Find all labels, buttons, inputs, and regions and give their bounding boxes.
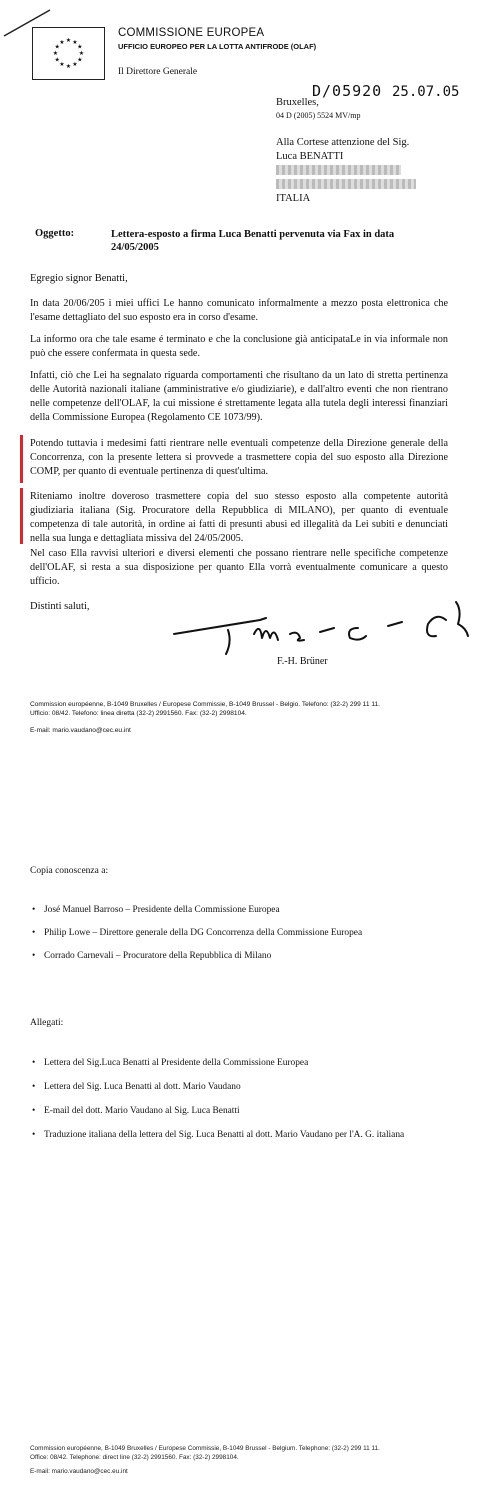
stamp-date: 25.07.05 xyxy=(392,84,460,100)
svg-text:★: ★ xyxy=(65,37,72,44)
reference: 04 D (2005) 5524 MV/mp xyxy=(276,111,361,120)
paragraph-6: Nel caso Ella ravvisi ulteriori e diversi elementi che possano rientrare nelle specifiche competenze dell'OLAF, si resta a sua disposizione per quanto Ella vorrà eventualmente comunicare a questo ufficio. xyxy=(30,548,448,587)
cc-item: • Corrado Carnevali – Procuratore della Repubblica di Milano xyxy=(32,950,452,963)
footer2-address-line-1: Commission européenne, B-1049 Bruxelles / Europese Commissie, B-1049 Brussel - Belgium. Telephone: (32-2) 299 11 11. xyxy=(30,1445,380,1452)
handwritten-signature xyxy=(170,590,475,665)
subject-text: Lettera-esposto a firma Luca Benatti pervenuta via Fax in data 24/05/2005 xyxy=(111,229,395,253)
closing: Distinti saluti, xyxy=(30,601,90,612)
svg-text:★: ★ xyxy=(77,43,83,51)
attachment-item: • Traduzione italiana della lettera del Sig. Luca Benatti al dott. Mario Vaudano per l'A. G. italiana xyxy=(32,1129,452,1142)
signatory-name: F.-H. Brüner xyxy=(277,656,328,667)
paragraph-3: Infatti, ciò che Lei ha segnalato riguarda comportamenti che risultano da un lato di stretta pertinenza delle Autorità nazionali italiane (amministrative e/o giudiziarie), e dall'altro eventi che non rientrano nelle competenze dell'OLAF, la cui missione é strettamente legata alla tutela degli interessi finanziari della Commissione Europea (Regolamento CE 1073/99). xyxy=(30,370,448,423)
svg-text:★: ★ xyxy=(65,63,72,70)
redacted-address-1 xyxy=(276,165,401,175)
office-name: UFFICIO EUROPEO PER LA LOTTA ANTIFRODE (OLAF) xyxy=(118,42,317,51)
org-name: COMMISSIONE EUROPEA xyxy=(118,27,265,39)
svg-text:★: ★ xyxy=(72,38,78,46)
svg-text:★: ★ xyxy=(59,38,65,46)
paragraph-1: In data 20/06/205 i miei uffici Le hanno comunicato informalmente a mezzo posta elettronica che l'esame dettagliato del suo esposto era in corso d'esame. xyxy=(30,298,448,323)
svg-text:★: ★ xyxy=(54,43,60,51)
greeting: Egregio signor Benatti, xyxy=(30,273,128,284)
director-title: Il Direttore Generale xyxy=(118,67,198,77)
red-margin-mark-1 xyxy=(20,435,23,483)
svg-text:★: ★ xyxy=(52,50,59,57)
svg-text:★: ★ xyxy=(77,56,83,64)
attachment-item: • Lettera del Sig.Luca Benatti al Presidente della Commissione Europea xyxy=(32,1057,452,1070)
eu-flag-logo xyxy=(32,27,105,80)
red-margin-mark-2 xyxy=(20,488,23,544)
footer2-email: E-mail: mario.vaudano@cec.eu.int xyxy=(30,1468,128,1475)
subject-label: Oggetto: xyxy=(35,228,75,239)
cc-item: • José Manuel Barroso – Presidente della Commissione Europea xyxy=(32,904,452,917)
attachments-list xyxy=(32,1057,452,1142)
attachment-item: • E-mail del dott. Mario Vaudano al Sig. Luca Benatti xyxy=(32,1105,452,1118)
paragraph-2: La informo ora che tale esame é terminato e che la conclusione già anticipataLe in via informale non può che essere confermata in questa sede. xyxy=(30,334,448,359)
svg-text:★: ★ xyxy=(59,61,65,69)
paragraph-5: Riteniamo inoltre doveroso trasmettere copia del suo stesso esposto alla competente autorità giudiziaria italiana (Sig. Procuratore della Repubblica di MILANO), per quanto di eventuale competenza di tale autorità, in ordine ai fatti di presunti abusi ed illegalità da Lei subiti e denunciati nella sua lunga e dettagliata missiva del 24/05/2005. xyxy=(30,491,448,544)
cc-title: Copia conoscenza a: xyxy=(30,866,109,876)
attachments-title: Allegati: xyxy=(30,1018,64,1028)
recipient-attention: Alla Cortese attenzione del Sig. xyxy=(276,137,410,148)
cc-list xyxy=(32,904,452,963)
protocol-stamp: D/05920 xyxy=(312,82,383,100)
footer-address-line-2: Ufficio: 08/42. Telefono: linea diretta (32-2) 2991560. Fax: (32-2) 2998104. xyxy=(30,710,247,717)
recipient-name: Luca BENATTI xyxy=(276,151,344,162)
svg-text:★: ★ xyxy=(78,50,85,57)
attachment-item: • Lettera del Sig. Luca Benatti al dott. Mario Vaudano xyxy=(32,1081,452,1094)
redacted-address-2 xyxy=(276,179,416,189)
footer2-address-line-2: Office: 08/42. Telephone: direct line (32-2) 2991560. Fax: (32-2) 2998104. xyxy=(30,1454,239,1461)
cc-item: • Philip Lowe – Direttore generale della DG Concorrenza della Commissione Europea xyxy=(32,927,452,940)
footer-address-line-1: Commission européenne, B-1049 Bruxelles / Europese Commissie, B-1049 Brussel - Belgio. Telefono: (32-2) 299 11 11. xyxy=(30,701,381,708)
recipient-country: ITALIA xyxy=(276,193,311,204)
svg-text:★: ★ xyxy=(72,61,78,69)
footer-email: E-mail: mario.vaudano@cec.eu.int xyxy=(30,727,131,734)
paragraph-4: Potendo tuttavia i medesimi fatti rientrare nelle eventuali competenze della Direzione generale della Concorrenza, con la presente lettera si provvede a trasmettere copia del suo esposto alla Direzione COMP, per quanto di eventuale pertinenza di quest'ultima. xyxy=(30,438,448,477)
svg-text:★: ★ xyxy=(54,56,60,64)
city: Bruxelles, xyxy=(276,97,319,108)
